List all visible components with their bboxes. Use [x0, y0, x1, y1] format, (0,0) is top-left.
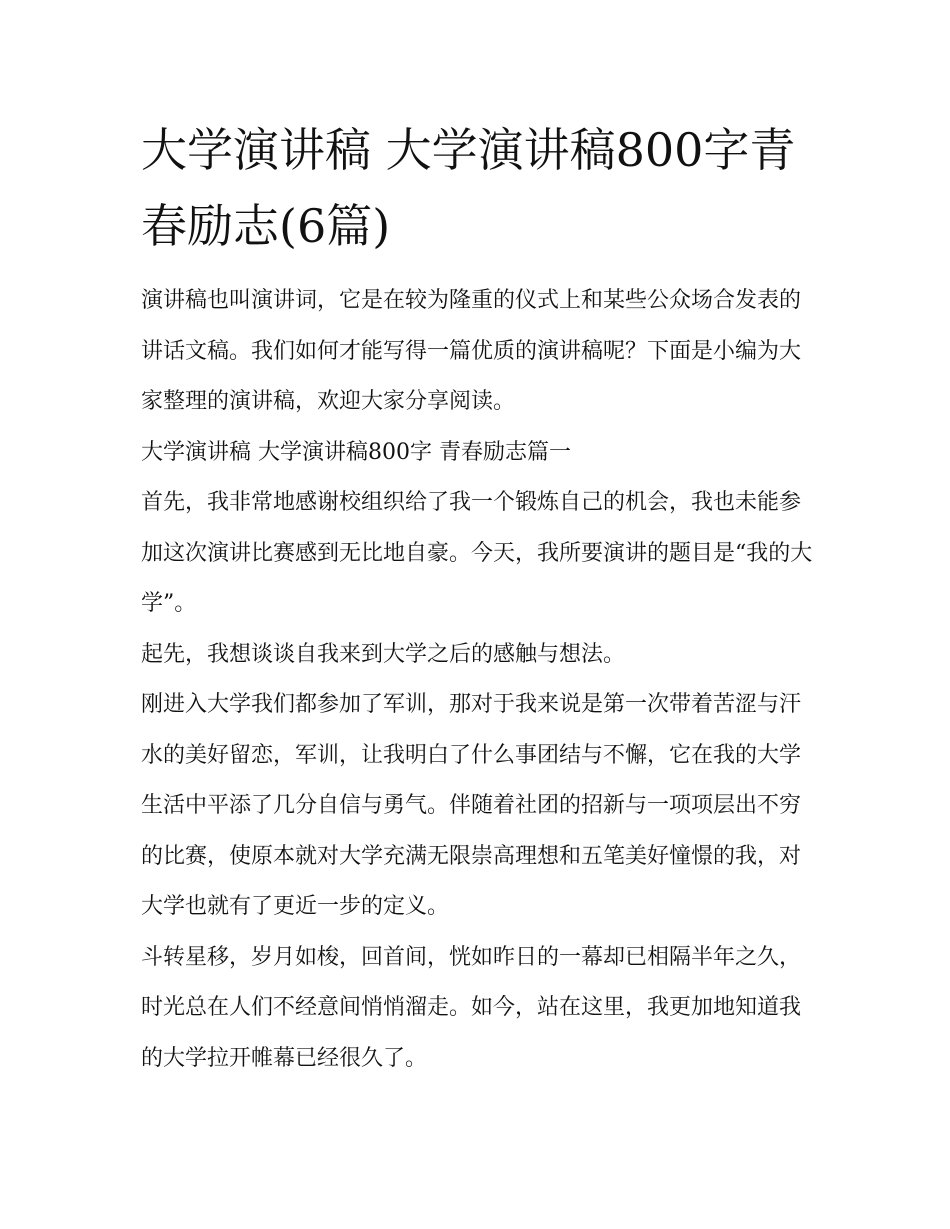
body-paragraph: 起先，我想谈谈自我来到大学之后的感触与想法。 [141, 641, 626, 667]
body-paragraph: 刚进入大学我们都参加了军训，那对于我来说是第一次带着苦涩与汗水的美好留恋，军训，让我明白了什么事团结与不懈，它在我的大学生活中平添了几分自信与勇气。伴随着社团的招新与一项项层出不穷的比赛，使原本就对大学充满无限崇高理想和五笔美好憧憬的我，对大学也就有了更近一步的定义。 [141, 692, 802, 919]
section-heading: 大学演讲稿 大学演讲稿800字 青春励志篇一 [141, 439, 571, 465]
body-paragraph: 斗转星移，岁月如梭，回首间，恍如昨日的一幕却已相隔半年之久，时光总在人们不经意间悄悄溜走。如今，站在这里，我更加地知道我的大学拉开帷幕已经很久了。 [141, 944, 802, 1071]
document-page [141, 112, 813, 1084]
document-title: 大学演讲稿 大学演讲稿800字青春励志(6篇) [141, 123, 796, 253]
intro-paragraph: 演讲稿也叫演讲词，它是在较为隆重的仪式上和某些公众场合发表的讲话文稿。我们如何才能写得一篇优质的演讲稿呢？下面是小编为大家整理的演讲稿，欢迎大家分享阅读。 [141, 288, 802, 414]
body-paragraph: 首先，我非常地感谢校组织给了我一个锻炼自己的机会，我也未能参加这次演讲比赛感到无比地自豪。今天，我所要演讲的题目是“我的大学”。 [141, 490, 813, 616]
